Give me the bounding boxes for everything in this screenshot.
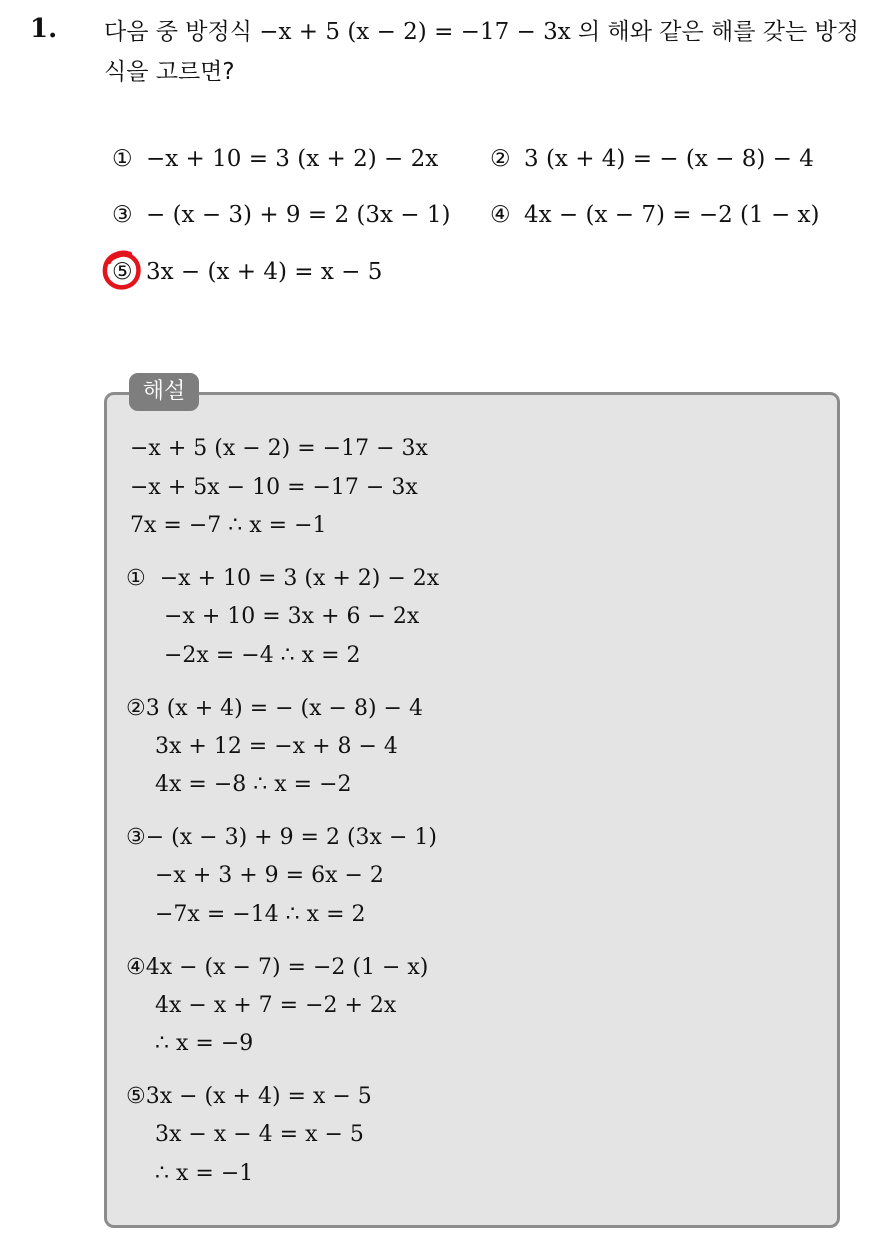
- solution-step-4-line-2: 4x − x + 7 = −2 + 2x: [155, 993, 397, 1018]
- solution-intro-line-1: −x + 5 (x − 2) = −17 − 3x: [130, 436, 428, 461]
- solution-step-1-marker: ①: [126, 566, 146, 591]
- solution-step-4-line-3: ∴ x = −9: [155, 1031, 254, 1056]
- solution-step-3-line-3: −7x = −14 ∴ x = 2: [155, 902, 366, 927]
- choice-1-equation: −x + 10 = 3 (x + 2) − 2x: [146, 146, 439, 172]
- choice-2-equation: 3 (x + 4) = − (x − 8) − 4: [524, 146, 814, 172]
- solution-step-2-line-1: [126, 694, 423, 724]
- choice-2-marker: ②: [490, 146, 511, 172]
- solution-step-5-line-2: 3x − x − 4 = x − 5: [155, 1122, 364, 1147]
- solution-step-3-equation: − (x − 3) + 9 = 2 (3x − 1): [145, 825, 437, 850]
- solution-step-3-marker: ③: [126, 825, 146, 850]
- solution-step-1-line-3: −2x = −4 ∴ x = 2: [164, 643, 361, 668]
- choice-1[interactable]: [112, 144, 438, 174]
- choice-3[interactable]: [112, 200, 450, 230]
- choice-3-equation: − (x − 3) + 9 = 2 (3x − 1): [146, 202, 451, 228]
- choice-5[interactable]: [112, 257, 382, 287]
- solution-step-2-equation: 3 (x + 4) = − (x − 8) − 4: [145, 696, 423, 721]
- solution-step-3-line-1: [126, 823, 437, 853]
- choice-3-marker: ③: [112, 202, 133, 228]
- solution-step-5-equation: 3x − (x + 4) = x − 5: [145, 1084, 372, 1109]
- solution-label: 해설: [129, 373, 199, 411]
- solution-step-2-marker: ②: [126, 696, 146, 721]
- solution-step-4-equation: 4x − (x − 7) = −2 (1 − x): [145, 955, 429, 980]
- question-number: 1.: [30, 14, 58, 44]
- solution-intro-line-2: −x + 5x − 10 = −17 − 3x: [130, 475, 418, 500]
- question-text-before: 다음 중 방정식: [104, 19, 260, 45]
- question-text: [104, 12, 864, 92]
- solution-step-4-marker: ④: [126, 955, 146, 980]
- solution-step-5-line-1: [126, 1082, 372, 1112]
- solution-step-4-line-1: [126, 953, 428, 983]
- solution-step-1-line-2: −x + 10 = 3x + 6 − 2x: [164, 604, 420, 629]
- solution-step-5-marker: ⑤: [126, 1084, 146, 1109]
- question-text-after: 의 해와 같은 해를 갖는 방정식을 고르면?: [104, 19, 859, 85]
- choice-4-equation: 4x − (x − 7) = −2 (1 − x): [524, 202, 820, 228]
- choice-4[interactable]: [490, 200, 820, 230]
- choice-2[interactable]: [490, 144, 814, 174]
- solution-step-2-line-3: 4x = −8 ∴ x = −2: [155, 772, 352, 797]
- choice-1-marker: ①: [112, 146, 133, 172]
- answer-circle-mark: [100, 248, 144, 292]
- choice-5-marker: ⑤: [112, 259, 133, 285]
- solution-step-2-line-2: 3x + 12 = −x + 8 − 4: [155, 734, 398, 759]
- solution-step-3-line-2: −x + 3 + 9 = 6x − 2: [155, 863, 384, 888]
- solution-step-5-line-3: ∴ x = −1: [155, 1161, 254, 1186]
- question-equation: −x + 5 (x − 2) = −17 − 3x: [259, 19, 571, 45]
- solution-intro-line-3: 7x = −7 ∴ x = −1: [130, 513, 327, 538]
- choice-4-marker: ④: [490, 202, 511, 228]
- choice-5-equation: 3x − (x + 4) = x − 5: [146, 259, 383, 285]
- solution-step-1-line-1: [126, 564, 439, 594]
- solution-step-1-equation: −x + 10 = 3 (x + 2) − 2x: [159, 566, 440, 591]
